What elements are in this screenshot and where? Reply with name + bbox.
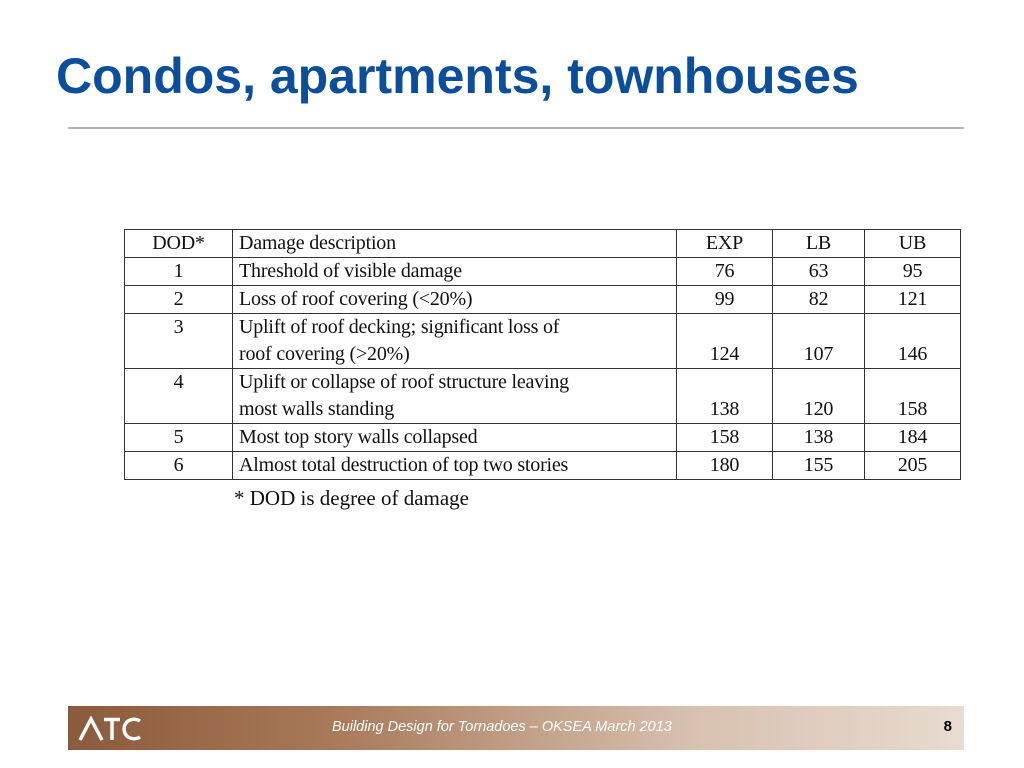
table-row xyxy=(125,258,961,286)
dod-cell: 4 xyxy=(125,369,233,424)
description-line: Uplift of roof decking; significant loss of xyxy=(239,316,560,338)
description-line: roof covering (>20%) xyxy=(239,343,410,365)
lb-cell: 82 xyxy=(773,286,865,314)
description-line: Loss of roof covering (<20%) xyxy=(239,288,473,310)
dod-cell: 6 xyxy=(125,452,233,480)
exp-cell: 158 xyxy=(677,424,773,452)
description-cell xyxy=(233,424,677,452)
exp-cell: 180 xyxy=(677,452,773,480)
header-lb: LB xyxy=(773,230,865,258)
table-row xyxy=(125,452,961,480)
header-dod: DOD* xyxy=(125,230,233,258)
lb-cell: 107 xyxy=(773,314,865,369)
slide-title: Condos, apartments, townhouses xyxy=(56,48,859,104)
table-row xyxy=(125,286,961,314)
exp-cell: 99 xyxy=(677,286,773,314)
footer-text: Building Design for Tornadoes – OKSEA March 2013 xyxy=(332,719,672,735)
lb-cell: 63 xyxy=(773,258,865,286)
header-ub: UB xyxy=(865,230,961,258)
lb-cell: 138 xyxy=(773,424,865,452)
dod-cell: 1 xyxy=(125,258,233,286)
ub-cell: 121 xyxy=(865,286,961,314)
description-cell xyxy=(233,258,677,286)
table-row xyxy=(125,369,961,424)
table-row xyxy=(125,314,961,369)
table-row xyxy=(125,424,961,452)
description-cell xyxy=(233,452,677,480)
table-body xyxy=(125,258,961,480)
lb-cell: 155 xyxy=(773,452,865,480)
description-cell xyxy=(233,314,677,369)
ub-cell: 184 xyxy=(865,424,961,452)
footer-bar xyxy=(68,706,964,750)
lb-cell: 120 xyxy=(773,369,865,424)
ub-cell: 158 xyxy=(865,369,961,424)
table-footnote: * DOD is degree of damage xyxy=(234,486,469,510)
description-line: Threshold of visible damage xyxy=(239,260,462,282)
description-line: Almost total destruction of top two stories xyxy=(239,454,569,476)
dod-cell: 3 xyxy=(125,314,233,369)
dod-cell: 5 xyxy=(125,424,233,452)
description-line: Uplift or collapse of roof structure leaving xyxy=(239,371,569,393)
atc-logo xyxy=(78,716,142,742)
exp-cell: 76 xyxy=(677,258,773,286)
header-description: Damage description xyxy=(233,230,677,258)
description-cell xyxy=(233,286,677,314)
ub-cell: 146 xyxy=(865,314,961,369)
description-line: most walls standing xyxy=(239,398,395,420)
description-line: Most top story walls collapsed xyxy=(239,426,478,448)
exp-cell: 124 xyxy=(677,314,773,369)
page-number: 8 xyxy=(943,718,952,735)
damage-table xyxy=(124,229,961,480)
ub-cell: 205 xyxy=(865,452,961,480)
header-exp: EXP xyxy=(677,230,773,258)
description-cell xyxy=(233,369,677,424)
dod-cell: 2 xyxy=(125,286,233,314)
exp-cell: 138 xyxy=(677,369,773,424)
title-divider xyxy=(68,127,964,129)
table-header-row xyxy=(125,230,961,258)
ub-cell: 95 xyxy=(865,258,961,286)
